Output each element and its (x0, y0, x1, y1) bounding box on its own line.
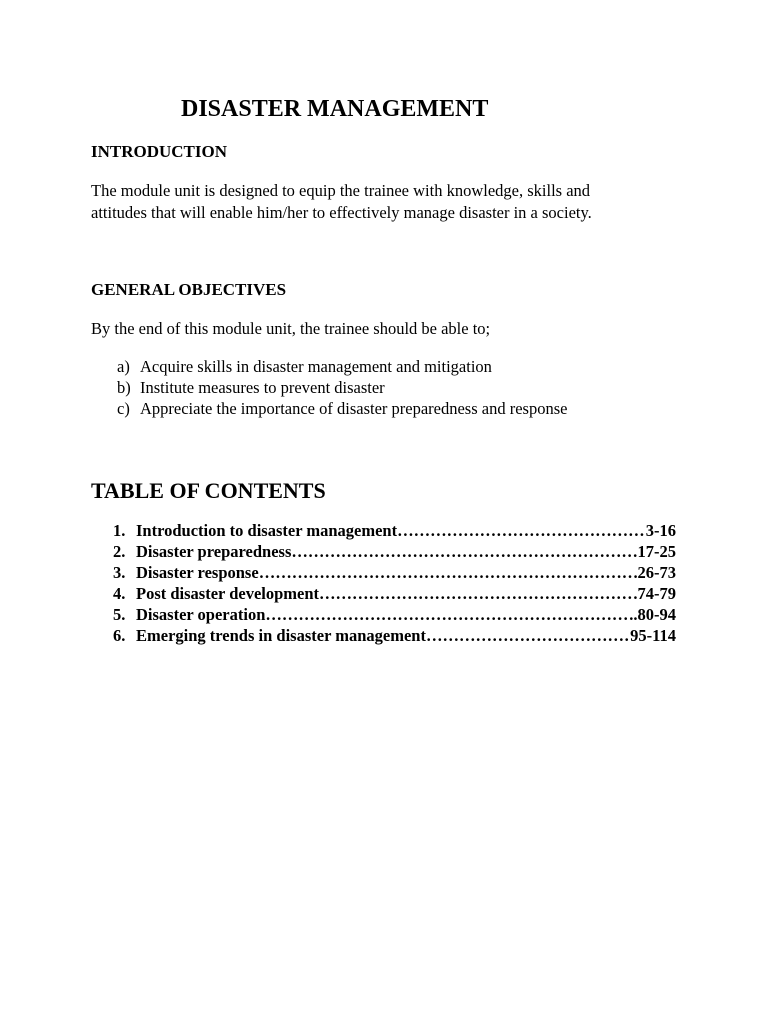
toc-entry (113, 520, 676, 541)
toc-number: 4. (113, 584, 126, 603)
toc-pages: ..80-94 (629, 605, 676, 624)
toc-number: 6. (113, 626, 126, 645)
toc-number: 3. (113, 563, 126, 582)
toc-leader-dots (265, 604, 629, 625)
objective-marker: a) (117, 357, 130, 376)
toc-leader-dots (259, 562, 638, 583)
introduction-paragraph (91, 180, 651, 224)
objective-item (117, 398, 567, 419)
toc-list (113, 520, 676, 646)
introduction-line: attitudes that will enable him/her to effectively manage disaster in a society. (91, 203, 592, 222)
toc-pages: .74-79 (633, 584, 676, 603)
toc-entry (113, 604, 676, 625)
toc-entry (113, 541, 676, 562)
toc-number: 5. (113, 605, 126, 624)
toc-entry (113, 583, 676, 604)
objective-text: Acquire skills in disaster management and mitigation (140, 357, 492, 376)
toc-label: Disaster operation (136, 605, 266, 624)
toc-label: Disaster response (136, 563, 259, 582)
objective-marker: c) (117, 399, 130, 418)
objectives-list (117, 356, 567, 419)
objective-marker: b) (117, 378, 131, 397)
toc-leader-dots (397, 520, 646, 541)
toc-number: 2. (113, 542, 126, 561)
toc-leader-dots (291, 541, 637, 562)
toc-leader-dots (319, 583, 633, 604)
introduction-heading: INTRODUCTION (91, 142, 228, 161)
document-title: DISASTER MANAGEMENT (181, 96, 489, 122)
toc-label: Emerging trends in disaster management (136, 626, 426, 645)
objective-text: Appreciate the importance of disaster preparedness and response (140, 399, 568, 418)
toc-label: Post disaster development (136, 584, 320, 603)
toc-pages: 26-73 (637, 563, 676, 582)
toc-label: Disaster preparedness (136, 542, 292, 561)
toc-pages: 95-114 (630, 626, 676, 645)
toc-label: Introduction to disaster management (136, 521, 398, 540)
objective-item (117, 377, 567, 398)
toc-pages: 3-16 (645, 521, 676, 540)
toc-leader-dots (426, 625, 630, 646)
objectives-heading: GENERAL OBJECTIVES (91, 280, 287, 299)
objectives-lead: By the end of this module unit, the trainee should be able to; (91, 319, 491, 338)
toc-pages: 17-25 (637, 542, 676, 561)
toc-number: 1. (113, 521, 126, 540)
introduction-line: The module unit is designed to equip the trainee with knowledge, skills and (91, 181, 591, 200)
objective-text: Institute measures to prevent disaster (140, 378, 385, 397)
toc-entry (113, 562, 676, 583)
toc-heading: TABLE OF CONTENTS (91, 478, 326, 503)
toc-entry (113, 625, 676, 646)
objective-item (117, 356, 567, 377)
